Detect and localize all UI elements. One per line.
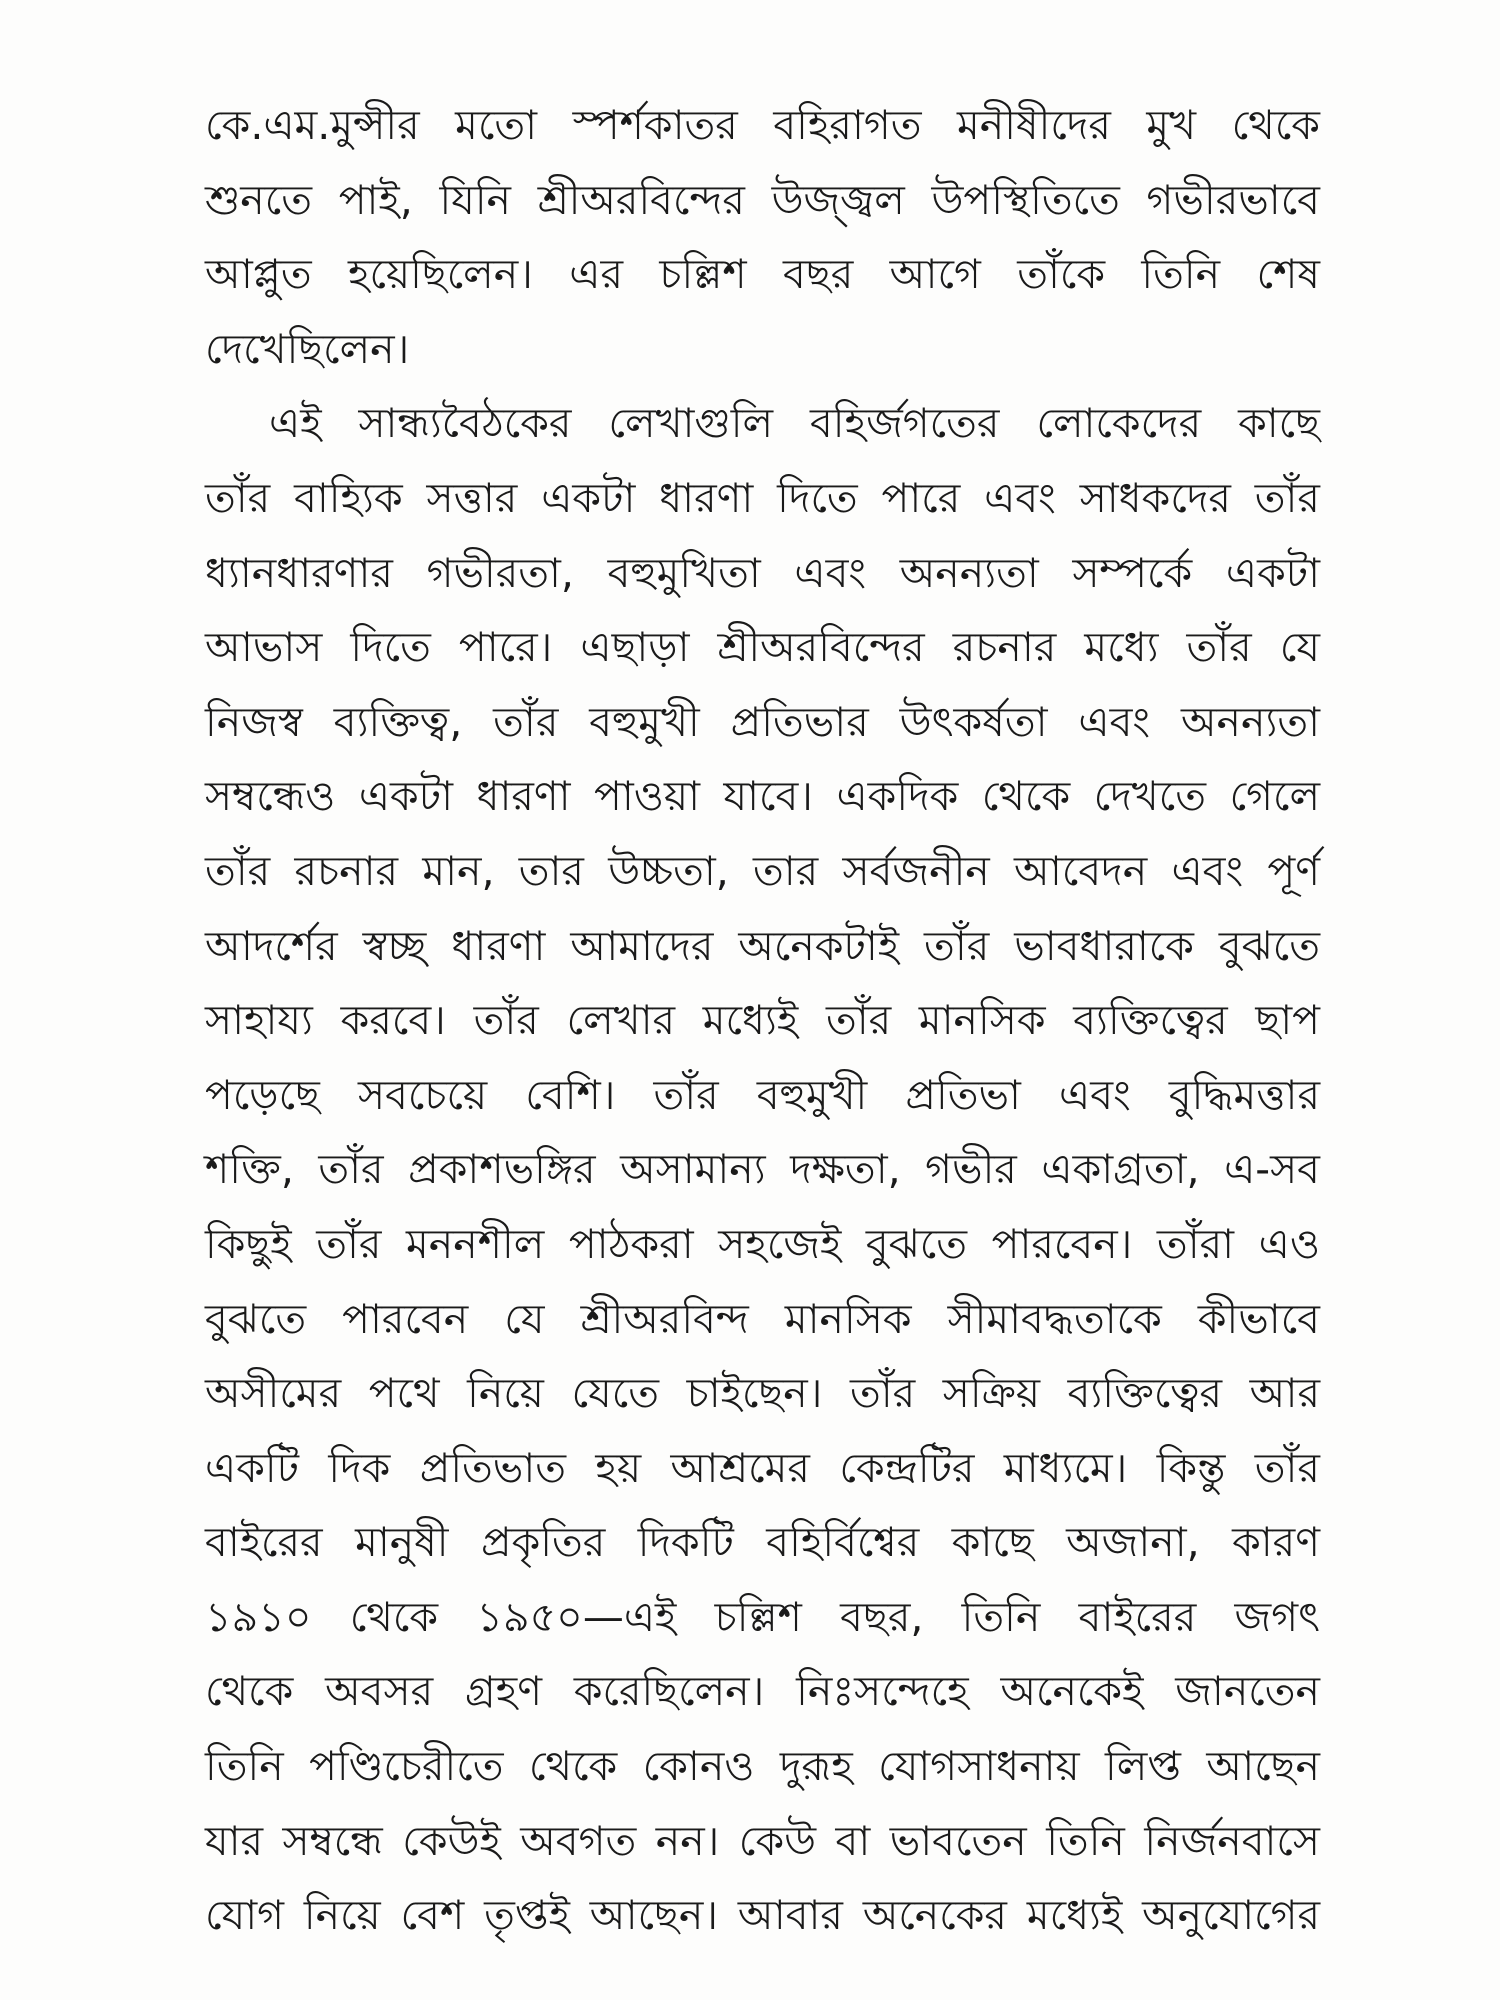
text-line: সম্বন্ধেও একটা ধারণা পাওয়া যাবে। একদিক থেকে দেখতে গেলে	[205, 772, 1320, 821]
text-line: থেকে অবসর গ্রহণ করেছিলেন। নিঃসন্দেহে অনেকেই জানতেন	[205, 1667, 1320, 1716]
text-line: আপ্লুত হয়েছিলেন। এর চল্লিশ বছর আগে তাঁকে তিনি শেষ	[205, 250, 1320, 299]
body-text	[205, 88, 1320, 1953]
text-line: যার সম্বন্ধে কেউই অবগত নন। কেউ বা ভাবতেন তিনি নির্জনবাসে	[205, 1816, 1320, 1865]
paragraph-2	[205, 386, 1320, 1952]
text-line: আভাস দিতে পারে। এছাড়া শ্রীঅরবিন্দের রচনার মধ্যে তাঁর যে	[205, 623, 1320, 672]
text-line: সাহায্য করবে। তাঁর লেখার মধ্যেই তাঁর মানসিক ব্যক্তিত্বের ছাপ	[205, 996, 1320, 1045]
text-line: তিনি পণ্ডিচেরীতে থেকে কোনও দুরূহ যোগসাধনায় লিপ্ত আছেন	[205, 1742, 1320, 1791]
text-line: কিছুই তাঁর মননশীল পাঠকরা সহজেই বুঝতে পারবেন। তাঁরা এও	[205, 1219, 1320, 1268]
text-line: তাঁর রচনার মান, তার উচ্চতা, তার সর্বজনীন আবেদন এবং পূর্ণ	[205, 846, 1320, 895]
text-line: ১৯১০ থেকে ১৯৫০—এই চল্লিশ বছর, তিনি বাইরের জগৎ	[205, 1592, 1320, 1641]
text-line: একটি দিক প্রতিভাত হয় আশ্রমের কেন্দ্রটির মাধ্যমে। কিন্তু তাঁর	[205, 1443, 1320, 1492]
text-line: নিজস্ব ব্যক্তিত্ব, তাঁর বহুমুখী প্রতিভার উৎকর্ষতা এবং অনন্যতা	[205, 697, 1320, 746]
text-line: কে.এম.মুন্সীর মতো স্পর্শকাতর বহিরাগত মনীষীদের মুখ থেকে	[205, 101, 1320, 149]
text-line: যোগ নিয়ে বেশ তৃপ্তই আছেন। আবার অনেকের মধ্যেই অনুযোগের	[205, 1891, 1320, 1940]
text-line: তাঁর বাহ্যিক সত্তার একটা ধারণা দিতে পারে এবং সাধকদের তাঁর	[205, 473, 1320, 522]
text-line: ধ্যানধারণার গভীরতা, বহুমুখিতা এবং অনন্যতা সম্পর্কে একটা	[205, 548, 1320, 597]
text-line: শুনতে পাই, যিনি শ্রীঅরবিন্দের উজ্জ্বল উপস্থিতিতে গভীরভাবে	[205, 175, 1320, 224]
text-line: দেখেছিলেন।	[205, 324, 410, 373]
text-line: অসীমের পথে নিয়ে যেতে চাইছেন। তাঁর সক্রিয় ব্যক্তিত্বের আর	[205, 1369, 1320, 1418]
text-line: আদর্শের স্বচ্ছ ধারণা আমাদের অনেকটাই তাঁর ভাবধারাকে বুঝতে	[205, 921, 1320, 970]
paragraph-1	[205, 88, 1320, 386]
text-line: শক্তি, তাঁর প্রকাশভঙ্গির অসামান্য দক্ষতা, গভীর একাগ্রতা, এ-সব	[205, 1145, 1320, 1194]
text-line: পড়েছে সবচেয়ে বেশি। তাঁর বহুমুখী প্রতিভা এবং বুদ্ধিমত্তার	[205, 1070, 1320, 1119]
text-line: বুঝতে পারবেন যে শ্রীঅরবিন্দ মানসিক সীমাবদ্ধতাকে কীভাবে	[205, 1294, 1320, 1343]
text-line: বাইরের মানুষী প্রকৃতির দিকটি বহির্বিশ্বের কাছে অজানা, কারণ	[205, 1518, 1320, 1567]
text-line: এই সান্ধ্যবৈঠকের লেখাগুলি বহির্জগতের লোকেদের কাছে	[269, 399, 1320, 448]
